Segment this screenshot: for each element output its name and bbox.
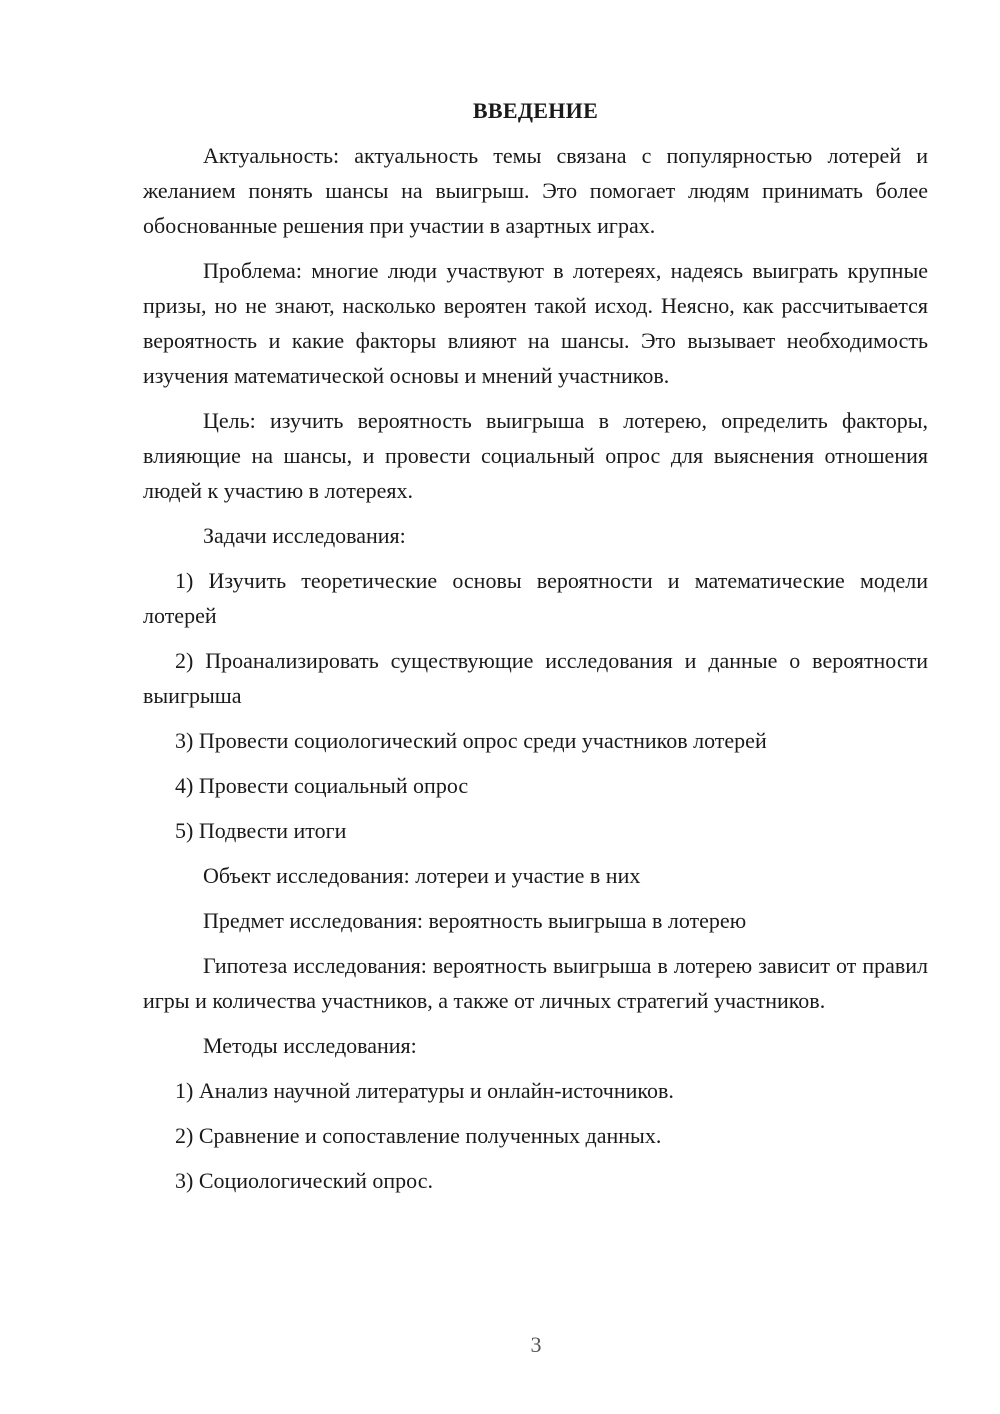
paragraph-subject: Предмет исследования: вероятность выигрыша в лотерею (203, 908, 747, 933)
tasks-heading: Задачи исследования: (203, 523, 406, 548)
paragraph-goal: Цель: изучить вероятность выигрыша в лотерею, определить факторы, влияющие на шансы, и провести социальный опрос для выяснения отношения людей к участию в лотереях. (143, 408, 928, 503)
methods-heading: Методы исследования: (203, 1033, 417, 1058)
method-item-1: 1) Анализ научной литературы и онлайн-источников. (175, 1078, 674, 1103)
paragraph-object: Объект исследования: лотереи и участие в них (203, 863, 641, 888)
task-item-5: 5) Подвести итоги (175, 818, 347, 843)
page-number: 3 (530, 1332, 542, 1357)
method-item-3: 3) Социологический опрос. (175, 1168, 433, 1193)
document-body (143, 93, 928, 1198)
paragraph-hypothesis: Гипотеза исследования: вероятность выигрыша в лотерею зависит от правил игры и количества участников, а также от личных стратегий участников. (143, 953, 928, 1013)
paragraph-problem: Проблема: многие люди участвуют в лотереях, надеясь выиграть крупные призы, но не знают, насколько вероятен такой исход. Неясно, как рассчитывается вероятность и какие факторы влияют на шансы. Это вызывает необходимость изучения математической основы и мнений участников. (143, 258, 928, 388)
task-item-4: 4) Провести социальный опрос (175, 773, 469, 798)
paragraph-relevance: Актуальность: актуальность темы связана с популярностью лотерей и желанием понять шансы на выигрыш. Это помогает людям принимать более обоснованные решения при участии в азартных играх. (143, 143, 928, 238)
task-item-1: 1) Изучить теоретические основы вероятности и математические модели лотерей (143, 568, 928, 628)
method-item-2: 2) Сравнение и сопоставление полученных данных. (175, 1123, 662, 1148)
section-title: ВВЕДЕНИЕ (472, 98, 599, 123)
task-item-3: 3) Провести социологический опрос среди участников лотерей (175, 728, 767, 753)
task-item-2: 2) Проанализировать существующие исследования и данные о вероятности выигрыша (143, 648, 928, 708)
